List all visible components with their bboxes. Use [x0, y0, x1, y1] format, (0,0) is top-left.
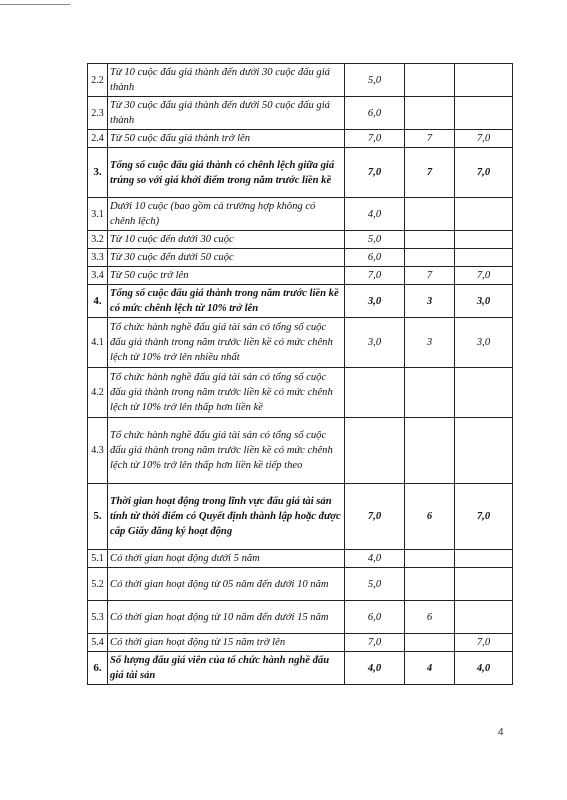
row-number: 5.3 — [88, 601, 108, 634]
row-criterion: Từ 50 cuộc trở lên — [108, 267, 345, 285]
row-final-score: 7,0 — [455, 484, 513, 550]
row-final-score — [455, 368, 513, 418]
row-self-score — [405, 249, 455, 267]
row-max-score: 3,0 — [345, 285, 405, 318]
row-max-score: 6,0 — [345, 601, 405, 634]
row-self-score — [405, 97, 455, 130]
row-max-score: 4,0 — [345, 652, 405, 685]
row-final-score — [455, 97, 513, 130]
scoring-table — [87, 63, 513, 685]
row-self-score: 6 — [405, 484, 455, 550]
row-number: 4.1 — [88, 318, 108, 368]
row-final-score — [455, 418, 513, 484]
row-criterion: Số lượng đấu giá viên của tổ chức hành nghề đấu giá tài sản — [108, 652, 345, 685]
row-self-score: 4 — [405, 652, 455, 685]
row-final-score — [455, 64, 513, 97]
table-row — [88, 285, 513, 318]
row-criterion: Từ 50 cuộc đấu giá thành trở lên — [108, 130, 345, 148]
row-max-score: 5,0 — [345, 64, 405, 97]
row-max-score: 7,0 — [345, 484, 405, 550]
row-self-score — [405, 64, 455, 97]
row-number: 2.4 — [88, 130, 108, 148]
row-number: 4. — [88, 285, 108, 318]
table-row — [88, 550, 513, 568]
table-row — [88, 249, 513, 267]
row-number: 6. — [88, 652, 108, 685]
scoring-table-body — [88, 64, 513, 685]
row-number: 2.3 — [88, 97, 108, 130]
row-final-score: 4,0 — [455, 652, 513, 685]
row-criterion: Tổ chức hành nghề đấu giá tài sản có tổng số cuộc đấu giá thành trong năm trước liền kề có mức chênh lệch từ 10% trở lên thấp hơn liền kề — [108, 368, 345, 418]
row-number: 4.2 — [88, 368, 108, 418]
table-row — [88, 267, 513, 285]
row-final-score — [455, 601, 513, 634]
row-max-score: 3,0 — [345, 318, 405, 368]
row-number: 3.1 — [88, 198, 108, 231]
row-max-score: 7,0 — [345, 267, 405, 285]
table-row — [88, 418, 513, 484]
row-criterion: Thời gian hoạt động trong lĩnh vực đấu giá tài sản tính từ thời điểm có Quyết định thành lập hoặc được cấp Giấy đăng ký hoạt động — [108, 484, 345, 550]
row-number: 5.4 — [88, 634, 108, 652]
row-max-score: 5,0 — [345, 231, 405, 249]
row-self-score — [405, 368, 455, 418]
table-row — [88, 484, 513, 550]
table-row — [88, 368, 513, 418]
row-criterion: Từ 30 cuộc đấu giá thành đến dưới 50 cuộc đấu giá thành — [108, 97, 345, 130]
table-row — [88, 148, 513, 198]
row-final-score — [455, 550, 513, 568]
table-row — [88, 198, 513, 231]
row-max-score — [345, 368, 405, 418]
table-row — [88, 634, 513, 652]
row-final-score — [455, 568, 513, 601]
row-max-score: 7,0 — [345, 148, 405, 198]
row-self-score — [405, 231, 455, 249]
row-criterion: Dưới 10 cuộc (bao gồm cả trường hợp không có chênh lệch) — [108, 198, 345, 231]
row-final-score: 7,0 — [455, 148, 513, 198]
row-self-score: 3 — [405, 318, 455, 368]
row-max-score: 4,0 — [345, 550, 405, 568]
row-final-score: 7,0 — [455, 130, 513, 148]
row-self-score: 6 — [405, 601, 455, 634]
table-row — [88, 97, 513, 130]
row-self-score: 7 — [405, 148, 455, 198]
row-max-score: 5,0 — [345, 568, 405, 601]
row-criterion: Có thời gian hoạt động từ 15 năm trở lên — [108, 634, 345, 652]
row-max-score: 7,0 — [345, 130, 405, 148]
row-criterion: Tổng số cuộc đấu giá thành có chênh lệch giữa giá trúng so với giá khởi điểm trong năm trước liền kề — [108, 148, 345, 198]
row-max-score: 4,0 — [345, 198, 405, 231]
row-final-score — [455, 198, 513, 231]
row-max-score — [345, 418, 405, 484]
table-row — [88, 231, 513, 249]
row-self-score: 3 — [405, 285, 455, 318]
top-rule — [0, 4, 70, 5]
table-row — [88, 568, 513, 601]
row-number: 2.2 — [88, 64, 108, 97]
table-row — [88, 130, 513, 148]
row-self-score: 7 — [405, 130, 455, 148]
row-number: 3.3 — [88, 249, 108, 267]
row-criterion: Từ 10 cuộc đến dưới 30 cuộc — [108, 231, 345, 249]
row-self-score: 7 — [405, 267, 455, 285]
row-max-score: 6,0 — [345, 97, 405, 130]
row-final-score: 3,0 — [455, 285, 513, 318]
row-number: 5.2 — [88, 568, 108, 601]
row-self-score — [405, 550, 455, 568]
row-number: 4.3 — [88, 418, 108, 484]
row-number: 3.4 — [88, 267, 108, 285]
row-criterion: Có thời gian hoạt động từ 10 năm đến dưới 15 năm — [108, 601, 345, 634]
row-final-score: 3,0 — [455, 318, 513, 368]
row-criterion: Tổ chức hành nghề đấu giá tài sản có tổng số cuộc đấu giá thành trong năm trước liền kề có mức chênh lệch từ 10% trở lên thấp hơn liền kề tiếp theo — [108, 418, 345, 484]
row-self-score — [405, 568, 455, 601]
row-final-score — [455, 231, 513, 249]
row-number: 5.1 — [88, 550, 108, 568]
row-max-score: 7,0 — [345, 634, 405, 652]
row-final-score — [455, 249, 513, 267]
row-criterion: Từ 10 cuộc đấu giá thành đến dưới 30 cuộc đấu giá thành — [108, 64, 345, 97]
row-criterion: Từ 30 cuộc đến dưới 50 cuộc — [108, 249, 345, 267]
row-final-score: 7,0 — [455, 634, 513, 652]
row-number: 3.2 — [88, 231, 108, 249]
table-row — [88, 652, 513, 685]
row-self-score — [405, 418, 455, 484]
row-self-score — [405, 634, 455, 652]
row-self-score — [405, 198, 455, 231]
table-row — [88, 318, 513, 368]
row-max-score: 6,0 — [345, 249, 405, 267]
table-row — [88, 601, 513, 634]
row-final-score: 7,0 — [455, 267, 513, 285]
row-criterion: Có thời gian hoạt động dưới 5 năm — [108, 550, 345, 568]
row-criterion: Tổng số cuộc đấu giá thành trong năm trước liền kề có mức chênh lệch từ 10% trở lên — [108, 285, 345, 318]
row-criterion: Tổ chức hành nghề đấu giá tài sản có tổng số cuộc đấu giá thành trong năm trước liền kề có mức chênh lệch từ 10% trở lên nhiều nhất — [108, 318, 345, 368]
page-number: 4 — [498, 727, 504, 738]
row-number: 5. — [88, 484, 108, 550]
table-row — [88, 64, 513, 97]
row-criterion: Có thời gian hoạt động từ 05 năm đến dưới 10 năm — [108, 568, 345, 601]
row-number: 3. — [88, 148, 108, 198]
